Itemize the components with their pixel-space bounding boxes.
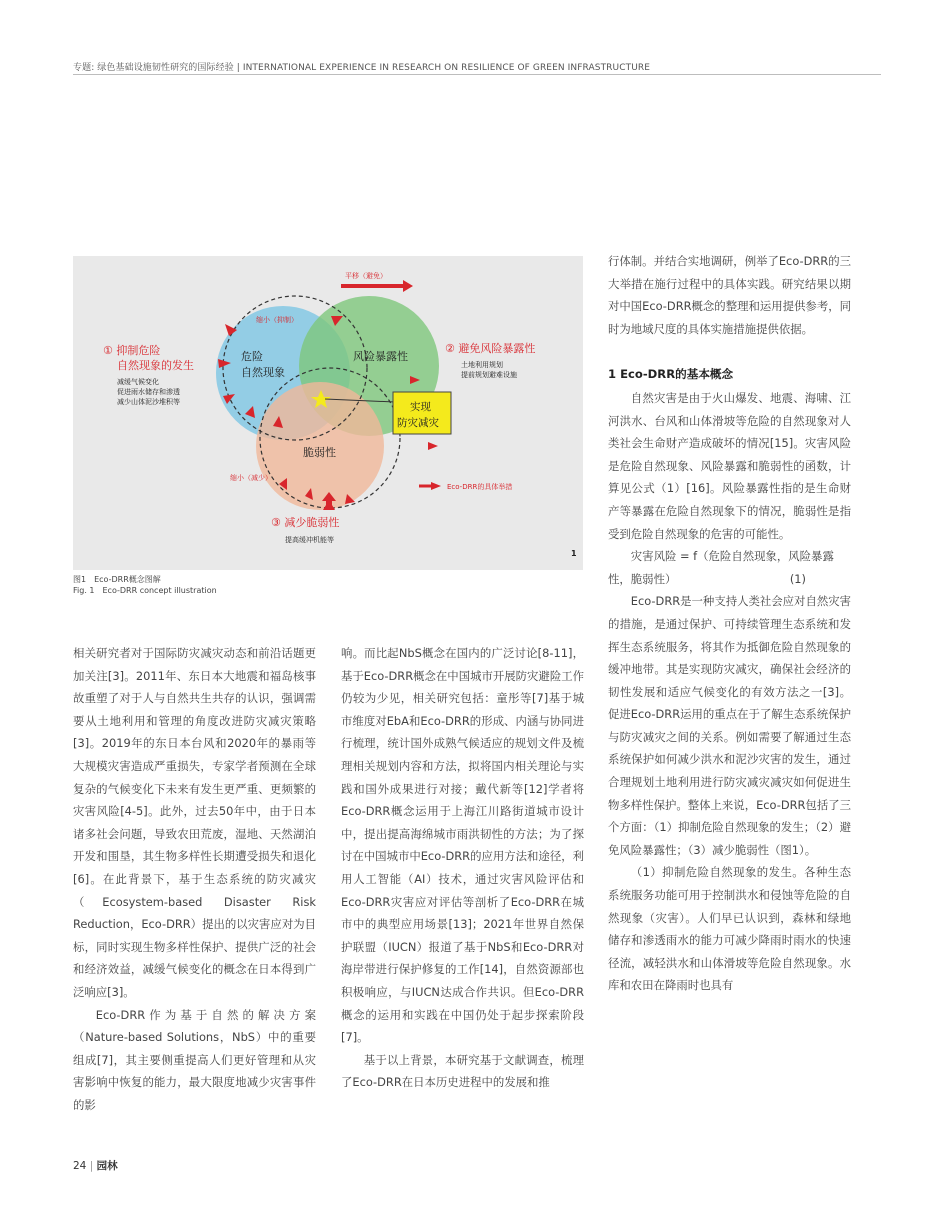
center-box-line-2: 防灾减灾 [397,417,439,429]
top-arrow-label: 平移（避免） [345,272,387,280]
vulnerability-label: 脆弱性 [303,446,336,459]
item2-measure-1: 土地利用规划 [461,361,503,369]
column-3 [608,250,851,997]
hazard-label-2: 自然现象 [241,366,285,379]
shrink-left-label: 缩小（减少） [230,474,272,482]
col2-paragraph-1: 响。而比起NbS概念在国内的广泛讨论[8-11]，基于Eco-DRR概念在中国城市开展防灾避险工作仍较为少见，相关研究包括：童彤等[7]基于城市维度对EbA和Eco-DRR的形成、内涵与协同进行梳理，统计国外成熟气候适应的规划文件及梳理相关规划内容和方法，拟将国内相关理论与实践和国外成果进行对接；戴代新等[12]学者将Eco-DRR概念运用于上海江川路街道城市设计中，提出提高海绵城市雨洪韧性的方法；为了探讨在中国城市中Eco-DRR的应用方法和途径，利用人工智能（AI）技术，通过灾害风险评估和Eco-DRR灾害应对评估等剖析了Eco-DRR在城市中的典型应用场景[13]；2021年世界自然保护联盟（IUCN）报道了基于NbS和Eco-DRR对海岸带进行保护修复的工作[14]，自然资源部也积极响应，与IUCN达成合作共识。但Eco-DRR概念的运用和实践在中国仍处于起步探索阶段[7]。 [341,646,584,1045]
hazard-label-1: 危险 [241,350,263,363]
item2-measure-2: 提前规划避难设施 [461,371,517,379]
section-heading: 1 Eco-DRR的基本概念 [608,367,734,382]
item1-title-2: 自然现象的发生 [117,359,194,372]
col1-paragraph-2: Eco-DRR作为基于自然的解决方案（Nature-based Solutions，NbS）中的重要组成[7]，其主要侧重提高人们更好管理和从灾害影响中恢复的能力，最大限度地减少灾害事件的影 [73,1007,316,1112]
col3-paragraph-3: （1）抑制危险自然现象的发生。各种生态系统服务功能可用于控制洪水和侵蚀等危险的自然现象（灾害）。人们早已认识到，森林和绿地储存和渗透雨水的能力可减少降雨时雨水的快速径流，减轻洪水和山体滑坡等危险自然现象。水库和农田在降雨时也具有 [608,865,851,993]
item2-title: ② 避免风险暴露性 [445,342,536,355]
exposure-label: 风险暴露性 [353,350,408,363]
item1-title-1: ① 抑制危险 [103,344,161,357]
item1-measure-2: 促进雨水储存和渗透 [117,388,180,396]
column-1 [73,642,316,1116]
figure-caption [73,574,217,596]
formula-line-2: 性，脆弱性） [608,571,677,586]
column-2 [341,642,584,1094]
legend-label: Eco-DRR的具体举措 [447,483,513,491]
caption-cn: 图1 Eco-DRR概念图解 [73,575,161,584]
running-header: 专题: 绿色基础设施韧性研究的国际经验 | INTERNATIONAL EXPERIENCE IN RESEARCH ON RESILIENCE OF GREEN INFRASTRUCTURE [73,63,651,73]
col1-paragraph-1: 相关研究者对于国际防灾减灾动态和前沿话题更加关注[3]。2011年、东日本大地震和福岛核事故重塑了对于人与自然共生共存的认识，强调需要从土地利用和管理的角度改进防灾减灾策略[3]。2019年的东日本台风和2020年的暴雨等大规模灾害造成严重损失，专家学者预测在全球复杂的气候变化下未来有发生更严重、更频繁的灾害风险[4-5]。此外，过去50年中，由于日本诸多社会问题，导致农田荒废，湿地、天然湖泊开发和围垦，其生物多样性长期遭受损失和退化[6]。在此背景下，基于生态系统的防灾减灾（Ecosystem-based Disaster Risk Reduction，Eco-DRR）提出的以灾害应对为目标，同时实现生物多样性保护、提供广泛的社会和经济效益，减缓气候变化的概念在日本得到广泛响应[3]。 [73,646,316,999]
col2-paragraph-2: 基于以上背景，本研究基于文献调查，梳理了Eco-DRR在日本历史进程中的发展和推 [341,1052,584,1090]
col3-paragraph-0: 行体制。并结合实地调研，例举了Eco-DRR的三大举措在施行过程中的具体实践。研究结果以期对中国Eco-DRR概念的整理和运用提供参考，同时为地域尺度的具体实施措施提供依据。 [608,254,851,336]
panel-number: 1 [571,549,577,558]
journal-logo: 园林 [96,1160,118,1172]
caption-en: Fig. 1 Eco-DRR concept illustration [73,586,217,595]
header-rule [73,74,881,75]
col3-paragraph-2: Eco-DRR是一种支持人类社会应对自然灾害的措施，是通过保护、可持续管理生态系统和发挥生态系统服务，将其作为抵御危险自然现象的缓冲地带。其是实现防灾减灾，确保社会经济的韧性发展和适应气候变化的有效方法之一[3]。促进Eco-DRR运用的重点在于了解生态系统保护与防灾减灾之间的关系。例如需要了解通过生态系统保护如何减少洪水和泥沙灾害的发生，通过合理规划土地利用进行防灾减灾减灾如何促进生物多样性保护。整体上来说，Eco-DRR包括了三个方面：（1）抑制危险自然现象的发生；（2）避免风险暴露性；（3）减少脆弱性（图1）。 [608,594,852,857]
page-number: 24 [73,1160,87,1172]
arrow-small-13 [428,442,438,450]
page-footer: 24 | 园林 [73,1160,118,1172]
item1-measure-1: 减缓气候变化 [117,378,159,386]
shrink-top-label: 缩小（抑制） [256,316,298,324]
item3-measure: 提高缓冲机能等 [285,536,334,544]
center-box-line-1: 实现 [410,401,431,413]
col3-paragraph-1: 自然灾害是由于火山爆发、地震、海啸、江河洪水、台风和山体滑坡等危险的自然现象对人类社会生命财产造成破坏的情况[15]。灾害风险是危险自然现象、风险暴露和脆弱性的函数，计算见公式（1）[16]。风险暴露性指的是生命财产等暴露在危险自然现象下的情况，脆弱性是指受到危险自然现象的危害的可能性。 [608,390,851,541]
item1-measure-3: 减少山体泥沙堆积等 [117,398,180,406]
item3-title: ③ 减少脆弱性 [271,516,340,529]
eco-drr-diagram [73,256,583,570]
figure-1 [73,256,583,570]
formula-number: (1) [789,571,806,586]
formula-line-1: 灾害风险 = f（危险自然现象，风险暴露 [630,549,834,564]
top-arrow-head [403,280,413,292]
